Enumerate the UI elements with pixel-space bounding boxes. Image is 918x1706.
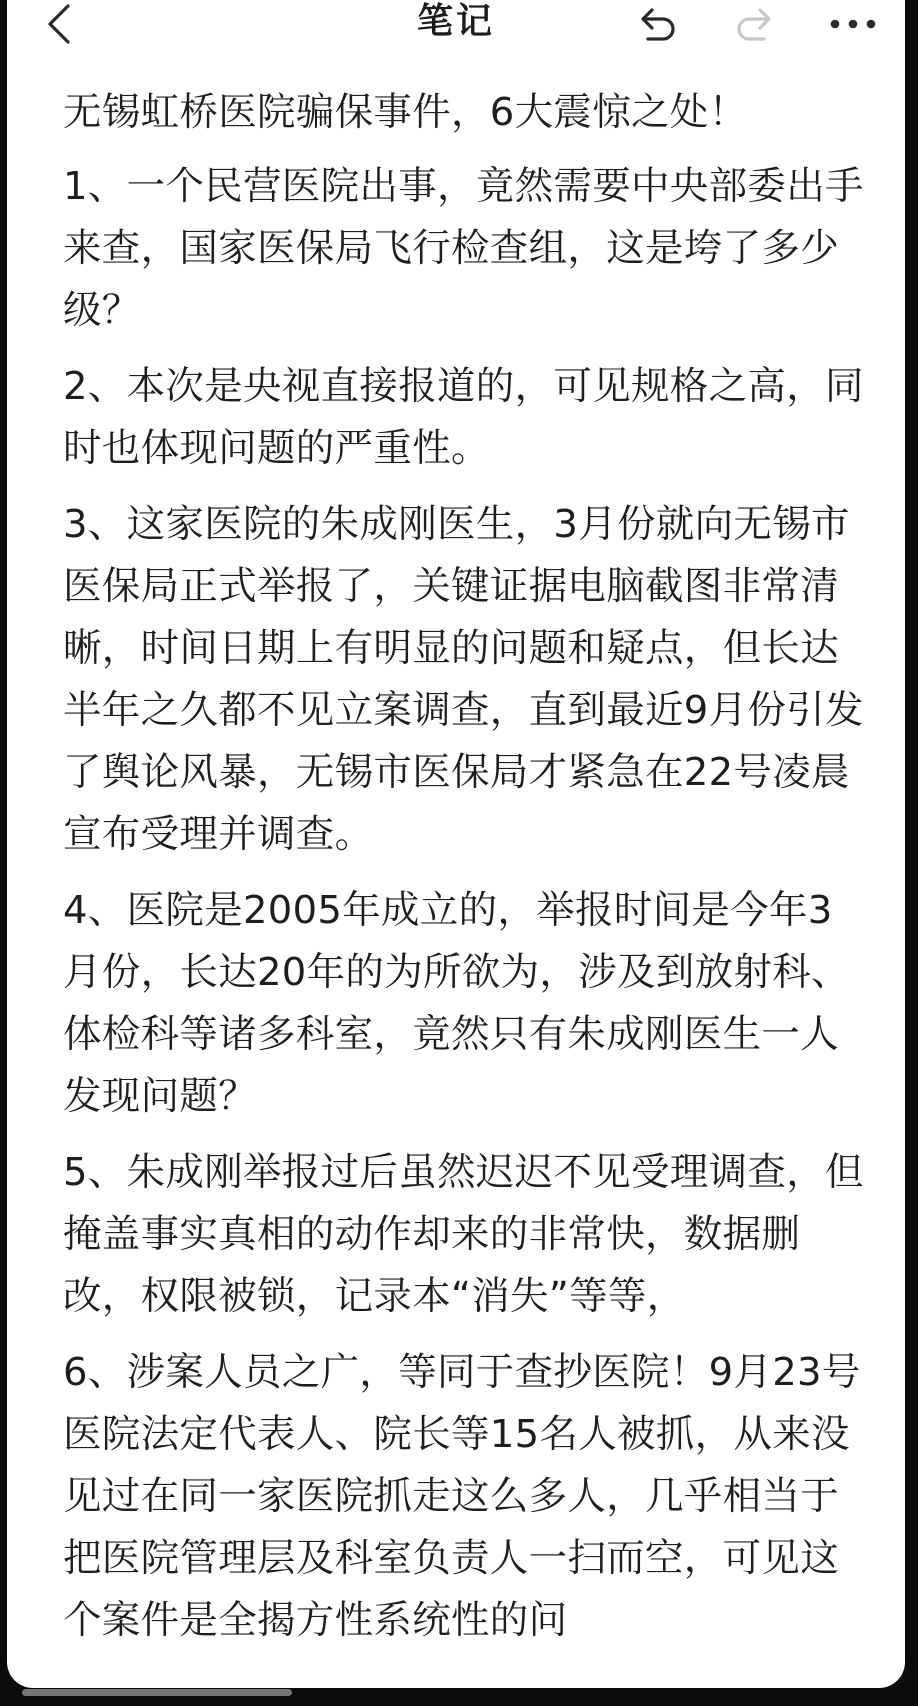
page-title: 笔记	[416, 1, 495, 42]
more-horizontal-icon	[829, 18, 877, 30]
top-nav-bar	[7, 0, 905, 84]
note-paragraph-1: 1、一个民营医院出事，竟然需要中央部委出手来查，国家医保局飞行检查组，这是垮了多少级？	[63, 164, 864, 333]
redo-icon	[732, 4, 776, 44]
note-page	[7, 0, 905, 1688]
note-paragraph-2: 2、本次是央视直接报道的，可见规格之高，同时也体现问题的严重性。	[63, 364, 864, 471]
redo-button[interactable]	[725, 0, 783, 48]
more-options-button[interactable]	[819, 0, 887, 48]
note-heading: 无锡虹桥医院骗保事件，6大震惊之处！	[63, 90, 748, 135]
note-paragraph-3: 3、这家医院的朱成刚医生，3月份就向无锡市医保局正式举报了，关键证据电脑截图非常清晰，时间日期上有明显的问题和疑点，但长达半年之久都不见立案调查，直到最近9月份引发了舆论风暴，无锡市医保局才紧急在22号凌晨宣布受理并调查。	[63, 502, 864, 857]
note-paragraph-4: 4、医院是2005年成立的，举报时间是今年3月份，长达20年的为所欲为，涉及到放射科、体检科等诸多科室，竟然只有朱成刚医生一人发现问题？	[63, 888, 850, 1119]
home-indicator[interactable]	[22, 1689, 292, 1696]
note-paragraph-5: 5、朱成刚举报过后虽然迟迟不见受理调查，但掩盖事实真相的动作却来的非常快，数据删改，权限被锁，记录本“消失”等等，	[63, 1150, 864, 1319]
note-body[interactable]	[63, 82, 871, 1666]
chevron-left-icon	[44, 3, 74, 45]
back-button[interactable]	[33, 0, 85, 48]
note-paragraph-6: 6、涉案人员之广，等同于查抄医院！9月23号医院法定代表人、院长等15名人被抓，从来没见过在同一家医院抓走这么多人，几乎相当于把医院管理层及科室负责人一扫而空，可见这个案件是全揭方性系统性的问	[63, 1350, 861, 1643]
undo-icon	[636, 4, 680, 44]
undo-button[interactable]	[629, 0, 687, 48]
